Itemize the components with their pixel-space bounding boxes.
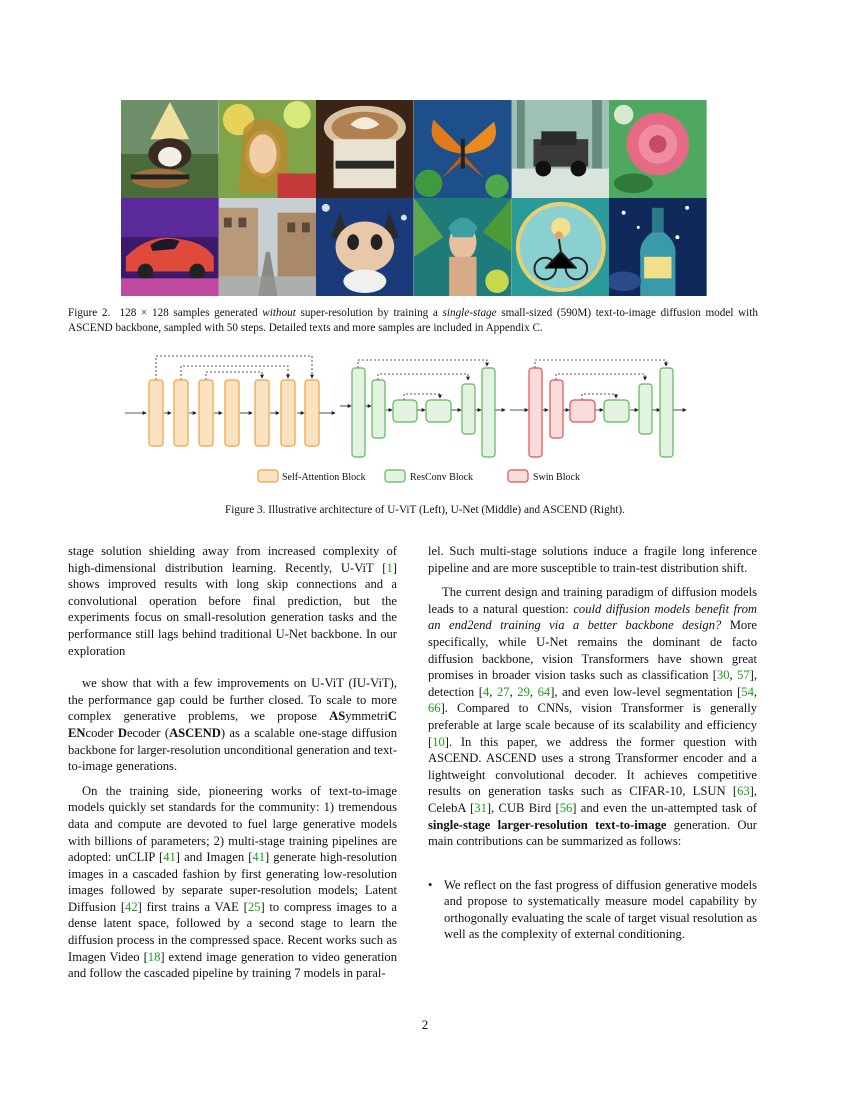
page-number: 2 bbox=[421, 1017, 429, 1032]
bullet-icon: • bbox=[428, 877, 433, 892]
legend-swatch-self-attention bbox=[258, 470, 278, 482]
legend-swatch-swin bbox=[508, 470, 528, 482]
citation-link[interactable]: 63 bbox=[737, 784, 750, 799]
right-paragraph-2: The current design and training paradigm of diffusion models leads to a natural question: could diffusion models benefit from an end2end training via a better backbone design? More specifically, while U-Net remains the dominant de facto diffusion backbone, vision Transformers have shown great promises in broader vision tasks such as classification [30, 57], detection [4, 27, 29, 64], and even low-level segmentation [54, 66]. Compared to CNNs, vision Transformer is generally preferable at large scale because of its scalability and efficiency [10]. In this paper, we address the former question with ASCEND. ASCEND uses a strong Transformer encoder and a lightweight convolutional decoder. It achieves competitive results on generation tasks such as CIFAR-10, LSUN [63], CelebA [31], CUB Bird [56] and even the un-attempted task of single-stage larger-resolution text-to-image generation. Our main contributions can be summarized as follows: bbox=[428, 585, 758, 849]
citation-link[interactable]: 30 bbox=[716, 668, 730, 683]
bullet-text: We reflect on the fast progress of diffusion generative models and propose to systematically measure model capability by orthogonally evaluating the scale of target visual resolution as well as the complexity of external conditioning. bbox=[444, 877, 757, 942]
sample-image-pink-rose bbox=[609, 100, 707, 198]
figure2-resolution: 128 × 128 bbox=[119, 307, 169, 319]
figure2-caption: Figure 2. 128 × 128 samples generated without super-resolution by training a single-stage small-sized (590M) text-to-image diffusion model with ASCEND backbone, sampled with 50 steps. Detailed texts and more samples are included in Appendix C. bbox=[68, 307, 758, 334]
left-paragraph-2: we show that with a few improvements on U-ViT (IU-ViT), the performance gap could be further closed. To scale to more complex generative problems, we propose ASymmetriC ENcoder Decoder (ASCEND) as a scalable one-stage diffusion backbone for larger-resolution unconditional generation and text-to-image generations. bbox=[68, 676, 397, 774]
unet-resconv-blocks bbox=[352, 368, 495, 457]
legend-swatch-resconv bbox=[385, 470, 405, 482]
citation-link[interactable]: 64 bbox=[537, 684, 551, 699]
uvit-self-attention-blocks bbox=[149, 380, 319, 446]
figure3-legend bbox=[258, 470, 580, 483]
sample-image-fairy-woman bbox=[219, 100, 317, 198]
citation-link[interactable]: 56 bbox=[559, 800, 573, 815]
contribution-bullet bbox=[428, 877, 757, 943]
citation-link[interactable]: 1 bbox=[386, 560, 393, 575]
legend-self-attention: Self-Attention Block bbox=[282, 472, 366, 483]
figure2-image-grid bbox=[121, 100, 707, 296]
right-paragraph-1: lel. Such multi-stage solutions induce a fragile long inference pipeline and are more susceptible to train-test distribution shift. bbox=[428, 544, 757, 575]
citation-link[interactable]: 41 bbox=[163, 850, 176, 865]
sample-image-sports-car bbox=[121, 198, 219, 296]
figure2-label: Figure 2. bbox=[68, 307, 111, 319]
citation-link[interactable]: 31 bbox=[474, 800, 487, 815]
sample-image-cyclist-bubble bbox=[512, 198, 610, 296]
citation-link[interactable]: 25 bbox=[247, 899, 261, 914]
sample-image-butterfly bbox=[414, 100, 512, 198]
legend-swin: Swin Block bbox=[533, 472, 580, 483]
right-column bbox=[428, 543, 757, 943]
citation-link[interactable]: 54 bbox=[741, 684, 754, 699]
sample-image-cartoon-cat bbox=[316, 198, 414, 296]
citation-link[interactable]: 4 bbox=[482, 684, 490, 699]
ascend-resconv-blocks bbox=[604, 368, 673, 457]
sample-image-jeep-forest bbox=[512, 100, 610, 198]
citation-link[interactable]: 18 bbox=[147, 949, 161, 964]
citation-link[interactable]: 57 bbox=[737, 668, 750, 683]
figure3-architecture-diagram bbox=[120, 346, 720, 490]
figure3-caption: Figure 3. Illustrative architecture of U-ViT (Left), U-Net (Middle) and ASCEND (Right). bbox=[225, 504, 625, 516]
citation-link[interactable]: 27 bbox=[496, 684, 510, 699]
citation-link[interactable]: 66 bbox=[428, 701, 441, 716]
ascend-swin-blocks bbox=[529, 368, 595, 457]
sample-image-european-street bbox=[219, 198, 317, 296]
legend-resconv: ResConv Block bbox=[410, 472, 474, 483]
sample-image-wine-bottle bbox=[609, 198, 707, 296]
sample-image-jungle-woman bbox=[414, 198, 512, 296]
left-paragraph-1: stage solution shielding away from increased complexity of high-dimensional distribution learning. Recently, U-ViT [1] shows improved results with long skip connections and a convolutional operation before final prediction, but the experiments focus on small-resolution generation tasks and the performance still lags behind traditional U-Net backbone. In our exploration bbox=[68, 544, 397, 658]
citation-link[interactable]: 29 bbox=[517, 684, 530, 699]
citation-link[interactable]: 10 bbox=[432, 734, 445, 749]
sample-image-latte-art bbox=[316, 100, 414, 198]
citation-link[interactable]: 41 bbox=[252, 850, 266, 865]
left-column bbox=[68, 543, 397, 982]
sample-image-dog-wizard-guitar bbox=[121, 100, 219, 198]
left-paragraph-3: On the training side, pioneering works of text-to-image models quickly set standards for the community: 1) tremendous data and compute are devoted to fuel large generative models with billions of parameters; 2) multi-stage training pipelines are adopted: unCLIP [41] and Imagen [41] generate high-resolution images in a cascaded fashion by first generating low-resolution images followed by separate super-resolution models; Latent Diffusion [42] first trains a VAE [25] to compress images to a dense latent space, followed by a second stage to learn the diffusion process in the compressed space. Recent works such as Imagen Video [18] extend image generation to video generation and follow the cascaded pipeline by training 7 models in paral- bbox=[68, 783, 398, 981]
citation-link[interactable]: 42 bbox=[125, 899, 138, 914]
